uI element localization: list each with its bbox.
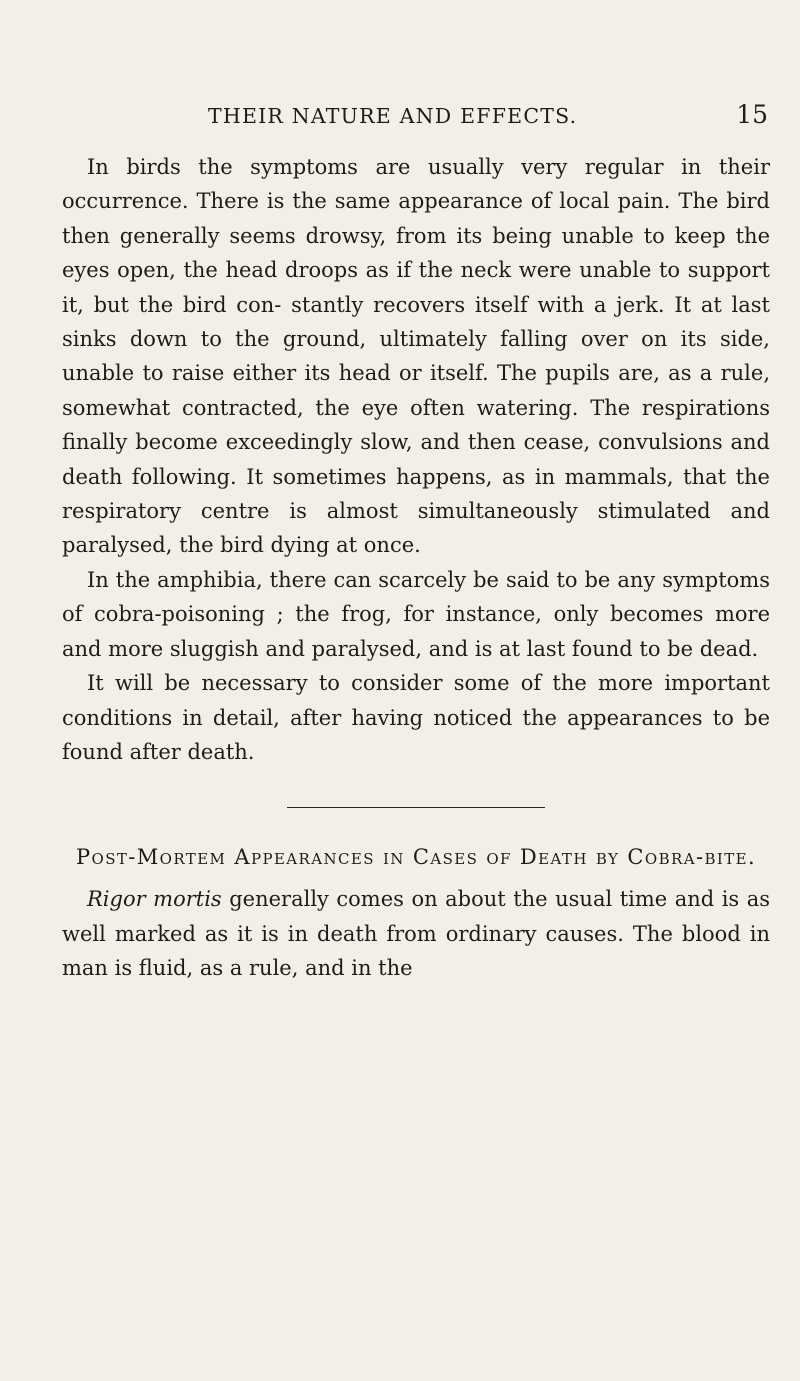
running-head <box>62 100 768 140</box>
paragraph-amphibia: In the amphibia, there can scarcely be said to be any symptoms of cobra-poisoning ; the frog, for instance, only becomes more and more sluggish and paralysed, and is at last found to be dead. <box>62 567 770 661</box>
section-heading: Post-Mortem Appearances in Cases of Death by Cobra-bite. <box>75 845 757 870</box>
page-number: 15 <box>736 100 768 129</box>
paragraph-birds: In birds the symptoms are usually very regular in their occurrence. There is the same appearance of local pain. The bird then generally seems drowsy, from its being unable to keep the eyes open, the head droops as if the neck were unable to support it, but the bird con- stantly recovers itself with a jerk. It at last sinks down to the ground, ultimately falling over on its side, unable to raise either its head or itself. The pupils are, as a rule, somewhat contracted, the eye often watering. The respirations finally become exceedingly slow, and then cease, convulsions and death following. It sometimes happens, as in mammals, that the respiratory centre is almost simultaneously stimulated and paralysed, the bird dying at once. <box>62 155 770 558</box>
running-title: THEIR NATURE AND EFFECTS. <box>208 104 578 128</box>
section-divider <box>287 807 545 808</box>
body-text <box>62 150 770 986</box>
paragraph-text: generally comes on about the usual time and is as well marked as it is in death from ordinary causes. The blood in man is fluid, as a rule, and in the <box>62 887 771 981</box>
paragraph-conditions: It will be necessary to consider some of the more important conditions in detail, after having noticed the appearances to be found after death. <box>62 671 770 764</box>
paragraph-rigor-mortis <box>62 882 770 985</box>
italic-term: Rigor mortis <box>87 887 222 912</box>
